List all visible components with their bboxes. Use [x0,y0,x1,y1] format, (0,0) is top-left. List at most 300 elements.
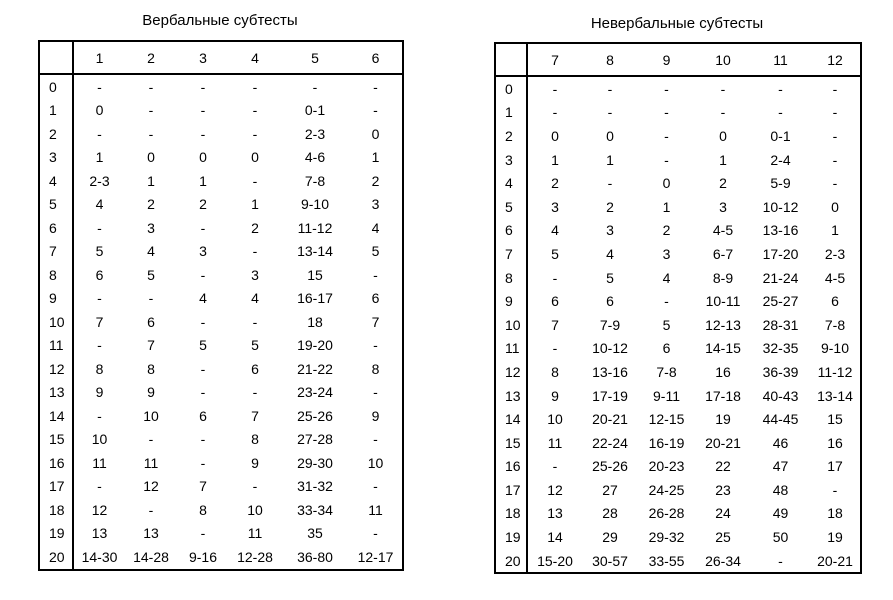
table-cell: - [664,80,669,97]
row-number: 14 [495,407,527,431]
table-row [495,242,861,266]
table-cell: 4-5 [824,269,846,286]
table-cell: - [832,104,838,121]
row-number: 11 [39,334,73,358]
table-cell: 14-15 [705,340,741,357]
row-number: 12 [495,360,527,384]
table-cell: 16 [827,434,843,451]
table-cell: 0 [371,125,380,142]
table-cell: 0 [719,127,727,144]
table-cell: 3 [199,243,207,260]
table-cell: 2 [371,172,380,189]
table-row [39,99,403,123]
table-row [39,522,403,546]
table-cell: 15 [827,411,843,428]
table-cell: 14-28 [133,548,169,565]
table-row [495,549,861,574]
table-cell: 8-9 [712,269,734,286]
table-cell: - [252,243,258,260]
table-cell: 7-9 [599,316,621,333]
table-cell: 21-24 [762,269,799,286]
table-cell: - [97,290,102,307]
table-cell: 5 [371,243,380,260]
table-row [39,545,403,570]
table-cell: 27-28 [297,431,333,448]
table-cell: 12 [91,501,108,518]
table-cell: 9 [147,384,155,401]
header-row [39,41,403,74]
table-cell: 19-20 [297,337,333,354]
table-cell: - [148,125,154,142]
table-cell: - [720,80,726,97]
table-cell: 2 [662,222,671,239]
table-cell: 5 [606,269,614,286]
header-row [495,43,861,76]
table-row [495,431,861,455]
table-cell: 6 [251,360,259,377]
table-cell: 13 [547,505,563,522]
table-cell: 7-8 [304,172,326,189]
table-cell: 2 [719,175,727,192]
table-cell: - [778,104,783,121]
table-cell: - [312,78,318,95]
row-number: 17 [39,475,73,499]
table-cell: 6 [371,290,380,307]
table-cell: 29-30 [297,454,333,471]
table-cell: - [97,337,102,354]
table-cell: 8 [199,501,207,518]
table-cell: 6-7 [712,245,734,262]
table-cell: 7 [95,313,104,330]
table-cell: - [373,337,378,354]
table-cell: 11 [368,501,383,518]
table-cell: 15 [307,266,323,283]
table-cell: - [664,151,669,168]
table-cell: - [97,125,102,142]
table-cell: 23-24 [297,384,333,401]
nonverbal-subtests-table [494,42,862,574]
table-cell: - [200,102,206,119]
table-cell: 0 [551,127,559,144]
table-row [39,169,403,193]
table-cell: 11 [92,454,107,471]
row-number: 4 [495,171,527,195]
table-cell: 20-21 [705,434,741,451]
table-cell: 7 [251,407,259,424]
table-cell: 0 [147,149,155,166]
table-cell: 19 [827,529,843,546]
table-cell: - [200,266,206,283]
table-cell: - [200,78,206,95]
table-cell: 0 [662,175,671,192]
table-cell: - [373,478,378,495]
table-cell: 17-18 [705,387,741,404]
table-cell: 13 [143,525,159,542]
table-cell: - [607,104,613,121]
table-cell: 9-11 [653,387,680,404]
table-cell: 9-10 [300,196,330,213]
table-cell: 16-19 [648,434,685,451]
table-row [39,428,403,452]
column-header: 3 [177,41,229,74]
table-cell: 3 [662,245,671,262]
row-number: 7 [495,242,527,266]
row-number: 11 [495,337,527,361]
table-cell: 22 [715,458,731,475]
table-row [39,263,403,287]
table-cell: - [200,431,206,448]
row-number: 12 [39,357,73,381]
table-cell: 13 [91,525,108,542]
table-cell: 0 [95,102,104,119]
table-cell: - [552,80,558,97]
table-cell: 13-16 [762,222,799,239]
table-row [495,313,861,337]
table-cell: - [148,102,154,119]
table-cell: 4 [95,196,104,213]
row-number: 7 [39,240,73,264]
column-header: 5 [281,41,349,74]
table-cell: 6 [662,340,671,357]
table-cell: 46 [772,434,789,451]
table-cell: 14-30 [81,548,118,565]
table-cell: 12-28 [237,548,273,565]
row-number: 15 [495,431,527,455]
table-cell: 9 [95,384,104,401]
table-cell: 2-3 [824,245,846,262]
table-cell: 1 [251,196,259,213]
table-row [495,171,861,195]
table-cell: 31-32 [297,478,333,495]
table-cell: 0-1 [304,102,326,119]
row-number: 9 [495,289,527,313]
table-cell: 9-16 [188,548,218,565]
table-cell: 29 [602,529,618,546]
table-cell: 2-4 [770,151,791,168]
table-cell: 4 [662,269,671,286]
row-number: 10 [495,313,527,337]
table-cell: 7-8 [824,316,846,333]
table-cell: 29-32 [648,529,685,546]
column-header: 2 [125,41,177,74]
table-cell: 6 [551,293,559,310]
row-number: 14 [39,404,73,428]
table-cell: 10 [143,407,159,424]
row-number: 9 [39,287,73,311]
table-cell: 11 [547,434,563,451]
table-cell: 1 [606,151,614,168]
row-number: 2 [495,124,527,148]
table-cell: - [148,78,154,95]
table-cell: 3 [371,196,380,213]
row-number: 5 [39,193,73,217]
table-cell: - [200,219,206,236]
table-row [495,101,861,125]
table-cell: 0 [199,149,207,166]
table-cell: 2-3 [89,172,110,189]
table-cell: 5 [662,316,671,333]
table-cell: 49 [772,505,789,522]
table-cell: 7 [199,478,207,495]
table-cell: 10-11 [705,293,741,310]
table-cell: 8 [551,363,559,380]
table-cell: 18 [827,505,843,522]
table-cell: - [552,269,558,286]
row-number: 0 [39,74,73,99]
table-cell: 9-10 [820,340,850,357]
table-row [39,240,403,264]
table-cell: 32-35 [762,340,799,357]
table-row [495,384,861,408]
table-cell: 9 [371,407,380,424]
table-cell: 5 [251,337,259,354]
table-cell: - [373,431,378,448]
table-cell: 12-15 [648,411,685,428]
table-row [495,219,861,243]
verbal-subtests-table [38,40,404,571]
row-number: 16 [39,451,73,475]
column-header: 10 [695,43,751,76]
row-number: 3 [39,146,73,170]
table-cell: - [200,313,206,330]
table-cell: 13-14 [817,387,853,404]
table-cell: 4 [251,290,259,307]
table-cell: - [148,431,154,448]
table-cell: 5-9 [770,175,791,192]
table-cell: 10 [247,501,263,518]
table-cell: - [252,313,258,330]
table-cell: 13-16 [592,363,628,380]
table-cell: 12-17 [357,548,394,565]
table-cell: 0 [606,127,614,144]
table-cell: - [148,290,154,307]
table-cell: - [200,360,206,377]
table-cell: - [252,125,258,142]
table-cell: 3 [606,222,614,239]
row-number: 4 [39,169,73,193]
table-cell: 2 [606,198,614,215]
table-cell: 6 [199,407,207,424]
table-cell: 7-8 [656,363,677,380]
row-number: 10 [39,310,73,334]
row-number: 18 [39,498,73,522]
table-cell: 4 [199,290,207,307]
table-cell: 17-19 [592,387,628,404]
table-cell: 11-12 [297,219,333,236]
table-cell: 26-34 [705,552,741,569]
table-cell: 5 [199,337,207,354]
table-cell: 5 [147,266,155,283]
table-cell: - [552,458,558,475]
table-cell: 23 [715,481,731,498]
table-cell: - [97,219,102,236]
column-header: 9 [638,43,695,76]
table-cell: 25-26 [297,407,333,424]
table-cell: 8 [147,360,155,377]
table-row [39,451,403,475]
table-cell: - [200,525,206,542]
table-cell: 5 [95,243,104,260]
table-cell: 8 [371,360,380,377]
table-cell: 6 [606,293,614,310]
table-row [495,266,861,290]
table-cell: 4 [371,219,380,236]
table-cell: - [778,552,783,569]
verbal-subtests-title: Вербальные субтесты [142,12,298,29]
row-number: 1 [495,101,527,125]
table-cell: 10 [91,431,108,448]
table-cell: - [373,78,378,95]
table-cell: 1 [199,172,207,189]
table-cell: 8 [251,431,259,448]
column-header: 4 [229,41,281,74]
column-header: 8 [582,43,638,76]
table-cell: - [252,78,258,95]
row-number: 13 [39,381,73,405]
table-cell: 12 [547,481,563,498]
row-number: 0 [495,76,527,101]
table-cell: 2 [551,175,559,192]
table-row [495,478,861,502]
table-row [39,146,403,170]
row-number: 5 [495,195,527,219]
column-header: 12 [810,43,861,76]
table-cell: 25 [715,529,731,546]
table-cell: 6 [147,313,155,330]
table-cell: 33-34 [297,501,333,518]
table-row [495,455,861,479]
table-cell: 2 [199,196,207,213]
table-cell: 1 [95,149,104,166]
table-cell: - [373,266,378,283]
table-cell: 10-12 [592,340,628,357]
table-cell: - [200,384,206,401]
table-cell: 11-12 [817,363,853,380]
table-cell: - [664,127,669,144]
table-cell: 4-6 [304,149,326,166]
table-cell: 3 [147,219,155,236]
table-cell: 17-20 [762,245,799,262]
table-cell: 3 [251,266,259,283]
table-cell: 1 [551,151,559,168]
table-cell: 40-43 [762,387,799,404]
table-cell: - [664,104,669,121]
table-cell: 14 [547,529,563,546]
nonverbal-subtests-title: Невербальные субтесты [590,15,764,32]
table-cell: 4 [606,245,614,262]
row-number: 20 [495,549,527,574]
table-cell: 4 [147,243,155,260]
row-number: 16 [495,455,527,479]
table-cell: 25-26 [592,458,628,475]
row-number: 15 [39,428,73,452]
corner-cell [495,43,527,76]
table-cell: 7 [371,313,380,330]
table-row [495,407,861,431]
table-cell: 10 [367,454,384,471]
table-cell: - [832,175,838,192]
table-cell: - [832,127,838,144]
table-cell: - [252,384,258,401]
table-cell: - [97,407,102,424]
row-number: 3 [495,148,527,172]
table-cell: 21-22 [297,360,333,377]
row-number: 13 [495,384,527,408]
table-row [39,404,403,428]
table-row [495,195,861,219]
table-cell: 1 [662,198,671,215]
table-cell: 0 [831,198,839,215]
table-cell: 35 [307,525,323,542]
table-cell: 24-25 [648,481,685,498]
table-row [39,334,403,358]
table-cell: 1 [147,172,155,189]
table-cell: 1 [831,222,839,239]
table-cell: - [552,340,558,357]
table-cell: - [252,172,258,189]
table-row [39,74,403,99]
table-cell: 16 [715,363,731,380]
row-number: 6 [495,219,527,243]
table-cell: 11 [143,454,159,471]
table-cell: 20-23 [648,458,685,475]
table-cell: - [607,80,613,97]
table-row [39,475,403,499]
table-row [495,360,861,384]
table-cell: - [373,102,378,119]
table-cell: 36-39 [762,363,799,380]
table-cell: 2-3 [304,125,326,142]
table-cell: 3 [719,198,727,215]
table-cell: - [252,478,258,495]
table-cell: 27 [602,481,618,498]
table-cell: - [200,125,206,142]
table-cell: - [832,151,838,168]
corner-cell [39,41,73,74]
table-row [495,124,861,148]
table-cell: - [832,80,838,97]
table-cell: - [252,102,258,119]
row-number: 8 [495,266,527,290]
table-row [495,337,861,361]
row-number: 1 [39,99,73,123]
table-row [495,289,861,313]
table-cell: 4-5 [712,222,734,239]
table-cell: - [552,104,558,121]
table-cell: - [832,481,838,498]
table-cell: 10 [547,411,563,428]
table-row [39,216,403,240]
table-cell: 16-17 [297,290,333,307]
table-row [495,525,861,549]
table-cell: 13-14 [297,243,333,260]
table-cell: 5 [551,245,559,262]
table-cell: 30-57 [592,552,628,569]
table-cell: - [148,501,154,518]
table-cell: - [97,78,102,95]
table-row [495,76,861,101]
table-row [39,310,403,334]
table-cell: 44-45 [762,411,799,428]
table-cell: - [720,104,726,121]
row-number: 2 [39,122,73,146]
table-cell: 26-28 [648,505,685,522]
table-cell: 20-21 [817,552,853,569]
table-row [39,381,403,405]
table-cell: 0 [251,149,259,166]
table-cell: - [778,80,783,97]
row-number: 18 [495,502,527,526]
